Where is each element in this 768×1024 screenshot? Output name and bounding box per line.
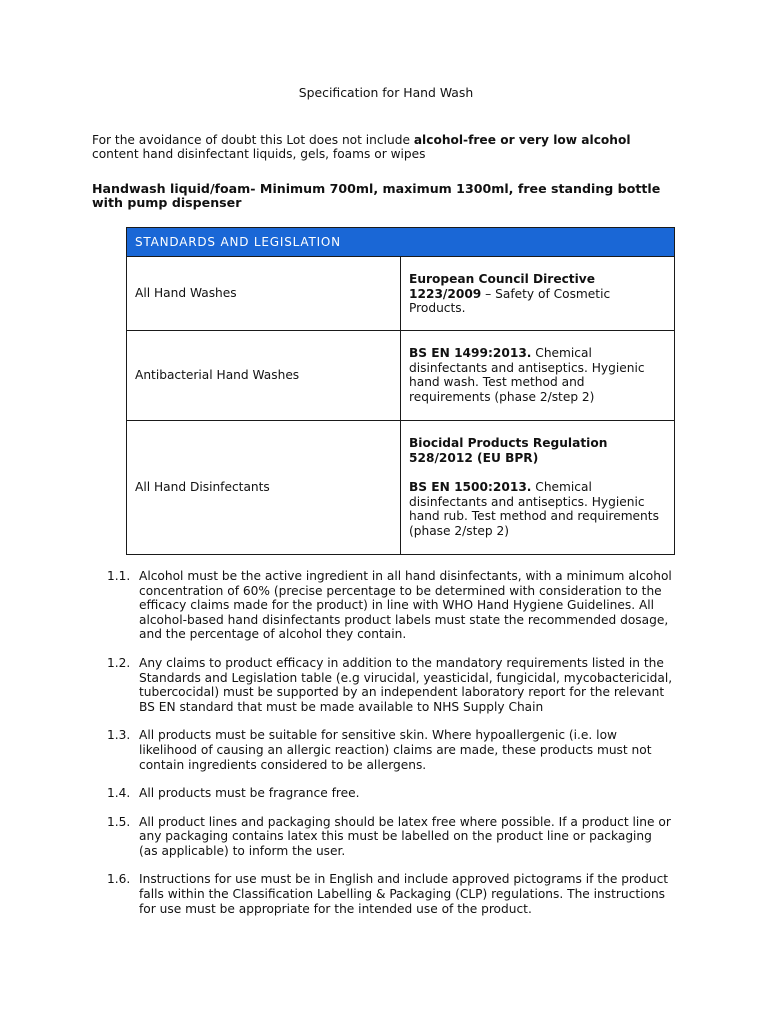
item-text: Instructions for use must be in English and include approved pictograms if the product falls within the Classification Labelling & Packaging (CLP) regulations. The instructions for use must be appropriate for the intended use of the product. (139, 872, 669, 916)
standard-entry (409, 272, 666, 316)
table-row (127, 420, 675, 554)
standard-name: BS EN 1499:2013. (409, 345, 532, 360)
item-text: All products must be suitable for sensitive skin. Where hypoallergenic (i.e. low likelihood of causing an allergic reaction) claims are made, these products must not contain ingredients considered to be allergens. (139, 728, 652, 772)
item-number: 1.3. (107, 728, 131, 743)
list-item (107, 872, 674, 916)
item-text: All product lines and packaging should be latex free where possible. If a product line or any packaging contains latex this must be labelled on the product line or packaging (as applicable) to inform the user. (139, 814, 671, 858)
item-number: 1.1. (107, 568, 131, 583)
standards-table (126, 227, 675, 555)
standard-entry (409, 436, 666, 465)
intro-text-start: For the avoidance of doubt this Lot does not include (92, 132, 414, 147)
requirements-list (107, 569, 674, 916)
item-text: Any claims to product efficacy in addition to the mandatory requirements listed in the Standards and Legislation table (e.g virucidal, yeasticidal, fungicidal, mycobactericidal, tubercocidal) must be supported by an independent laboratory report for the relevant BS EN standard that must be made available to NHS Supply Chain (139, 655, 673, 714)
product-heading: Handwash liquid/foam- Minimum 700ml, maximum 1300ml, free standing bottle with pump dispenser (92, 180, 661, 211)
table-header: STANDARDS AND LEGISLATION (127, 227, 675, 256)
standard-name: European Council Directive 1223/2009 (409, 271, 596, 301)
table-row (127, 256, 675, 330)
document-title: Specification for Hand Wash (298, 85, 474, 100)
row-description (401, 256, 675, 330)
intro-bold-text: alcohol-free or very low alcohol (413, 132, 631, 147)
row-label: All Hand Disinfectants (127, 420, 401, 554)
standard-detail: Chemical disinfectants and antiseptics. Hygienic hand wash. Test method and requirements (phase 2/step 2) (409, 345, 645, 404)
row-description (401, 420, 675, 554)
standard-detail: – Safety of Cosmetic Products. (409, 286, 611, 316)
item-text: All products must be fragrance free. (139, 786, 360, 801)
list-item (107, 786, 674, 801)
item-number: 1.6. (107, 872, 131, 887)
item-number: 1.4. (107, 786, 131, 801)
list-item (107, 728, 674, 772)
standard-name: Biocidal Products Regulation 528/2012 (EU BPR) (409, 435, 608, 465)
item-number: 1.5. (107, 814, 131, 829)
list-item (107, 815, 674, 859)
standard-entry (409, 346, 666, 404)
list-item (107, 569, 674, 642)
row-label: Antibacterial Hand Washes (127, 330, 401, 420)
list-item (107, 656, 674, 714)
item-text: Alcohol must be the active ingredient in all hand disinfectants, with a minimum alcohol concentration of 60% (precise percentage to be determined with consideration to the efficacy claims made for the product) in line with WHO Hand Hygiene Guidelines. All alcohol-based hand disinfectants product labels must state the recommended dosage, and the percentage of alcohol they contain. (139, 568, 672, 642)
standard-detail: Chemical disinfectants and antiseptics. Hygienic hand rub. Test method and requirements (phase 2/step 2) (409, 480, 659, 538)
standard-name: BS EN 1500:2013. (409, 480, 532, 495)
table-header-row (127, 227, 675, 256)
standard-entry (409, 480, 666, 538)
intro-paragraph (92, 133, 674, 162)
intro-text-end: content hand disinfectant liquids, gels, foams or wipes (92, 147, 426, 162)
item-number: 1.2. (107, 655, 131, 670)
row-label: All Hand Washes (127, 256, 401, 330)
table-row (127, 330, 675, 420)
row-description (401, 330, 675, 420)
